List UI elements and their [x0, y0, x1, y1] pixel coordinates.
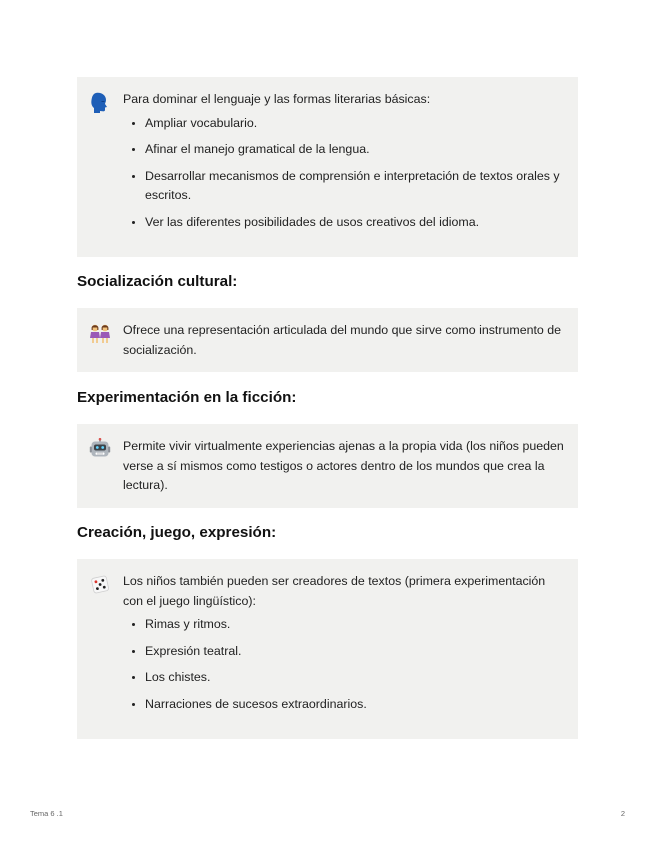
page-number: 2: [620, 809, 625, 818]
callout-fiction-experimentation: [77, 424, 578, 508]
list-item: • Ver las diferentes posibilidades de usos creativos del idioma.: [145, 213, 564, 233]
callout-text: Permite vivir virtualmente experiencias ajenas a la propia vida (los niños pueden verse a sí mismos como testigos o actores dentro de los mundos que crea la lectura).: [123, 439, 564, 492]
section-heading: Socialización cultural:: [77, 273, 238, 290]
section-heading: Creación, juego, expresión:: [77, 524, 277, 541]
two-women-icon: [89, 322, 111, 344]
callout-language-mastery: [77, 77, 578, 257]
dice-icon: [89, 573, 111, 595]
callout-creation-play: [77, 559, 578, 739]
list-item: • Expresión teatral.: [145, 642, 564, 662]
list-item: • Ampliar vocabulario.: [145, 114, 564, 134]
callout-intro: Para dominar el lenguaje y las formas literarias básicas:: [123, 92, 431, 106]
robot-icon: [89, 438, 111, 460]
footer-section-label: Tema 6 .1: [30, 809, 63, 818]
callout-text: Ofrece una representación articulada del mundo que sirve como instrumento de socialización.: [123, 323, 562, 357]
speaking-head-icon: [89, 91, 111, 113]
list-item: • Afinar el manejo gramatical de la lengua.: [145, 140, 564, 160]
list-item: • Narraciones de sucesos extraordinarios.: [145, 695, 564, 715]
list-item: • Rimas y ritmos.: [145, 615, 564, 635]
section-heading: Experimentación en la ficción:: [77, 389, 297, 406]
callout-cultural-socialization: [77, 308, 578, 372]
bullet-list: [123, 615, 564, 714]
callout-intro: Los niños también pueden ser creadores de textos (primera experimentación con el juego lingüístico):: [123, 574, 546, 608]
list-item: • Desarrollar mecanismos de comprensión e interpretación de textos orales y escritos.: [145, 167, 564, 206]
list-item: • Los chistes.: [145, 668, 564, 688]
bullet-list: [123, 114, 564, 233]
